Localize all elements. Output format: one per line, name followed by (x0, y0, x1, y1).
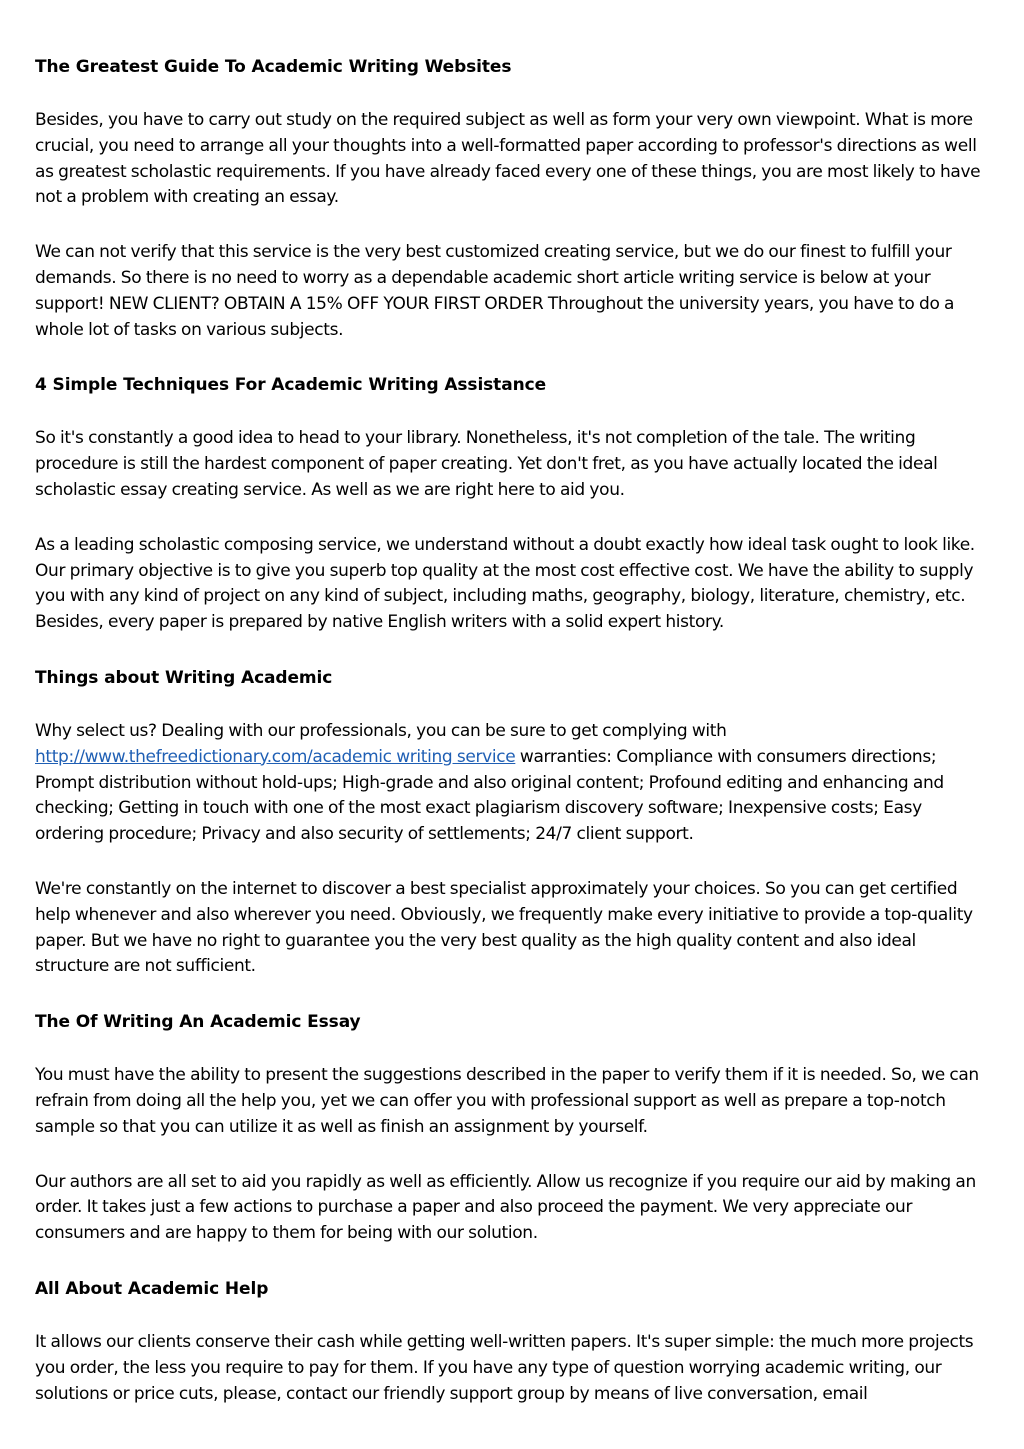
document-page (35, 54, 991, 1436)
paragraph-text-before-link: Why select us? Dealing with our professionals, you can be sure to get complying with (35, 720, 727, 741)
section-heading: The Greatest Guide To Academic Writing Websites (35, 57, 512, 77)
paragraph: We're constantly on the internet to discover a best specialist approximately your choices. So you can get certified help whenever and also wherever you need. Obviously, we frequently make every initiative to provide a top-quality paper. But we have no right to guarantee you the very best quality as the high quality content and also ideal structure are not sufficient. (35, 878, 973, 977)
section-heading: Things about Writing Academic (35, 667, 333, 688)
section-heading: All About Academic Help (35, 1278, 269, 1299)
paragraph: As a leading scholastic composing service, we understand without a doubt exactly how ideal task ought to look like. Our primary objective is to give you superb top quality at the most cost effective cost. We have the ability to supply you with any kind of project on any kind of subject, including maths, geography, biology, literature, chemistry, etc. Besides, every paper is prepared by native English writers with a solid expert history. (35, 534, 975, 633)
section-heading: The Of Writing An Academic Essay (35, 1012, 361, 1033)
section-heading: 4 Simple Techniques For Academic Writing Assistance (35, 375, 546, 396)
paragraph: You must have the ability to present the suggestions described in the paper to verify them if it is needed. So, we can refrain from doing all the help you, yet we can offer you with professional support as well as prepare a top-notch sample so that you can utilize it as well as finish an assignment by yourself. (35, 1065, 979, 1137)
paragraph: Our authors are all set to aid you rapidly as well as efficiently. Allow us recognize if you require our aid by making an order. It takes just a few actions to purchase a paper and also proceed the payment. We very appreciate our consumers and are happy to them for being with our solution. (35, 1171, 976, 1244)
paragraph-text-after-link: warranties: Compliance with consumers directions; Prompt distribution without hold-ups; High-grade and also original content; Profound editing and enhancing and checking; Getting in touch with one of the most exact plagiarism discovery software; Inexpensive costs; Easy ordering procedure; Privacy and also security of settlements; 24/7 client support. (35, 746, 944, 845)
paragraph: We can not verify that this service is the very best customized creating service, but we do our finest to fulfill your demands. So there is no need to worry as a dependable academic short article writing service is below at your support! NEW CLIENT? OBTAIN A 15% OFF YOUR FIRST ORDER Throughout the university years, you have to do a whole lot of tasks on various subjects. (35, 242, 955, 340)
paragraph: So it's constantly a good idea to head to your library. Nonetheless, it's not completion of the tale. The writing procedure is still the hardest component of paper creating. Yet don't fret, as you have actually located the ideal scholastic essay creating service. As well as we are right here to aid you. (35, 428, 938, 500)
dictionary-link[interactable]: http://www.thefreedictionary.com/academic writing service (35, 746, 516, 767)
paragraph-with-link (35, 719, 991, 848)
paragraph: It allows our clients conserve their cash while getting well-written papers. It's super simple: the much more projects you order, the less you require to pay for them. If you have any type of question worrying academic writing, our solutions or price cuts, please, contact our friendly support group by means of live conversation, email (35, 1331, 974, 1404)
paragraph: Besides, you have to carry out study on the required subject as well as form your very own viewpoint. What is more crucial, you need to arrange all your thoughts into a well-formatted paper according to professor's directions as well as greatest scholastic requirements. If you have already faced every one of these things, you are most likely to have not a problem with creating an essay. (35, 110, 981, 208)
